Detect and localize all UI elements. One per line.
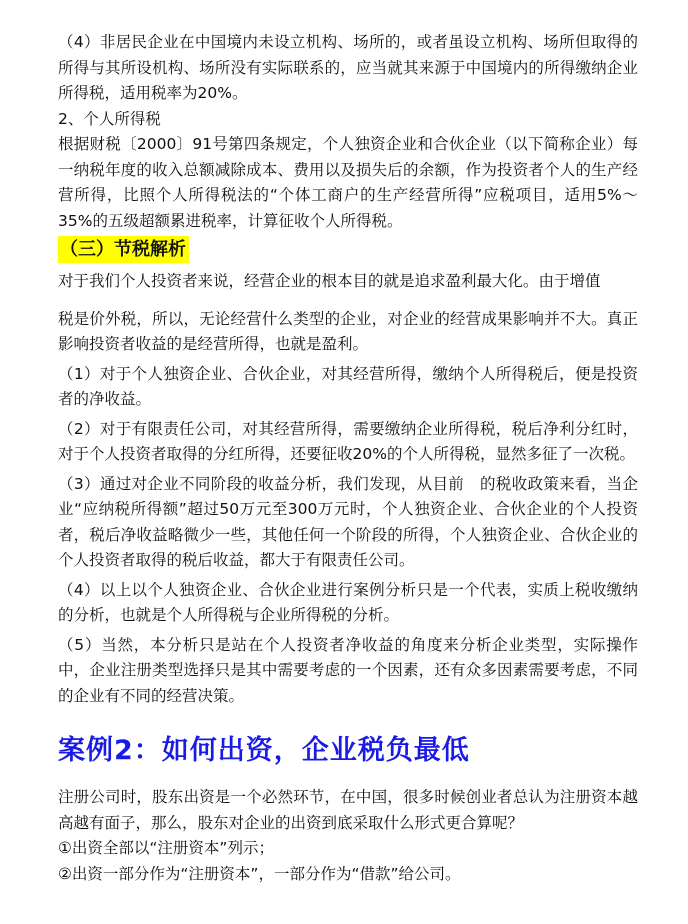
document-page [58, 30, 638, 887]
case2-option-1: ①出资全部以“注册资本”列示； [58, 839, 274, 857]
individual-income-tax-heading: 2、个人所得税 [58, 109, 161, 128]
analysis-intro-line-2: 税是价外税，所以，无论经营什么类型的企业，对企业的经营成果影响并不大。真正影响投资者收益的是经营所得，也就是盈利。 [58, 309, 638, 353]
section-heading: （三）节税解析 [58, 236, 189, 263]
analysis-point-4: （4）以上以个人独资企业、合伙企业进行案例分析只是一个代表，实质上税收缴纳的分析，也就是个人所得税与企业所得税的分析。 [58, 580, 638, 624]
case2-option-2: ②出资一部分作为“注册资本”，一部分作为“借款”给公司。 [58, 864, 461, 883]
analysis-point-2: （2）对于有限责任公司，对其经营所得，需要缴纳企业所得税，税后净利分红时，对于个人投资者取得的分红所得，还要征收20%的个人所得税，显然多征了一次税。 [58, 419, 638, 463]
analysis-intro-line-1: 对于我们个人投资者来说，经营企业的根本目的就是追求盈利最大化。由于增值 [58, 272, 601, 290]
analysis-point-3: （3）通过对企业不同阶段的收益分析，我们发现，从目前 的税收政策来看，当企业“应纳税所得额”超过50万元至300万元时，个人独资企业、合伙企业的个人投资者，税后净收益略微少一些，其他任何一个阶段的所得，个人独资企业、合伙企业的个人投资者取得的税后收益，都大于有限责任公司。 [58, 474, 638, 569]
case2-intro: 注册公司时，股东出资是一个必然环节，在中国，很多时候创业者总认为注册资本越高越有面子，那么，股东对企业的出资到底采取什么形式更合算呢？ [58, 788, 638, 832]
section-heading-wrapper [58, 234, 638, 269]
nonresident-enterprise-paragraph: （4）非居民企业在中国境内未设立机构、场所的，或者虽设立机构、场所但取得的所得与其所设机构、场所没有实际联系的，应当就其来源于中国境内的所得缴纳企业所得税，适用税率为20%。 [58, 33, 638, 102]
case2-title: 案例2：如何出资，企业税负最低 [58, 735, 470, 766]
analysis-point-1: （1）对于个人独资企业、合伙企业，对其经营所得，缴纳个人所得税后，便是投资者的净收益。 [58, 364, 638, 408]
individual-income-tax-paragraph: 根据财税〔2000〕91号第四条规定，个人独资企业和合伙企业（以下简称企业）每一纳税年度的收入总额减除成本、费用以及损失后的余额，作为投资者个人的生产经营所得，比照个人所得税法的“个体工商户的生产经营所得”应税项目，适用5%～35%的五级超额累进税率，计算征收个人所得税。 [58, 135, 638, 230]
analysis-point-5: （5）当然，本分析只是站在个人投资者净收益的角度来分析企业类型，实际操作中，企业注册类型选择只是其中需要考虑的一个因素，还有众多因素需要考虑，不同的企业有不同的经营决策。 [58, 635, 638, 705]
